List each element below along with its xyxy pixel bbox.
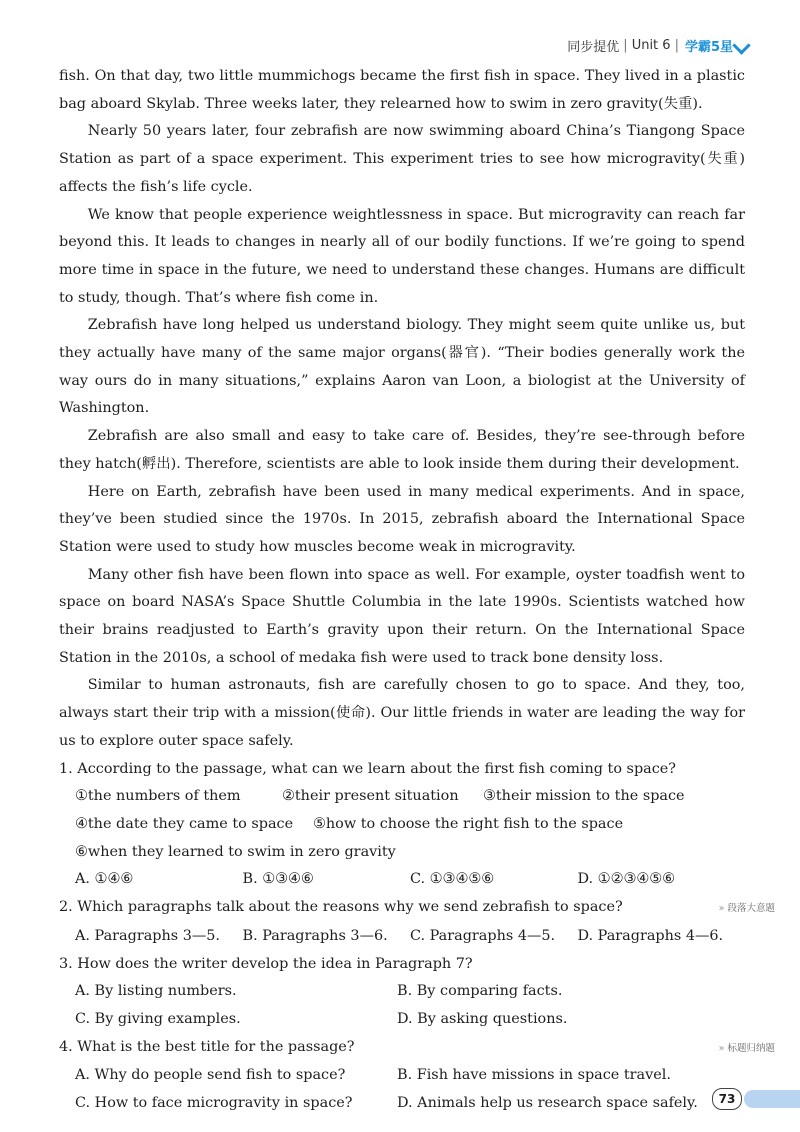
passage-paragraph: Here on Earth, zebrafish have been used in many medical experiments. And in space, they’ve been studied since the 1970s. In 2015, zebrafish aboard the International Space Station were used to study how muscles become weak in microgravity.	[59, 483, 745, 555]
option-a[interactable]: A. Paragraphs 3—5.	[75, 927, 221, 944]
passage-paragraph: Many other fish have been flown into space as well. For example, oyster toadfish went to space on board NASA’s Space Shuttle Columbia in the late 1990s. Scientists watched how their brains readjusted to Earth’s gravity upon their return. On the International Space Station in the 2010s, a school of medaka fish were used to track bone density loss.	[59, 566, 745, 666]
question-4	[59, 1034, 775, 1118]
page-number: 73	[712, 1088, 742, 1110]
option-b[interactable]: B. ①③④⑥	[242, 871, 314, 888]
brand-logo: 学霸5星	[684, 40, 733, 55]
passage-paragraph: Nearly 50 years later, four zebrafish are now swimming aboard China’s Tiangong Space Station as part of a space experiment. This experiment tries to see how microgravity(失重) affects the fish’s life cycle.	[59, 123, 745, 195]
question-items-row	[75, 783, 745, 811]
option-c[interactable]: C. How to face microgravity in space?	[75, 1095, 353, 1112]
passage-paragraph: Zebrafish have long helped us understand biology. They might seem quite unlike us, but they actually have many of the same major organs(器官). “Their bodies generally work the way ours do in many situations,” explains Aaron van Loon, a biologist at the University of Washington.	[59, 317, 745, 417]
option-a[interactable]: A. ①④⑥	[75, 871, 134, 888]
question-stem: 3. How does the writer develop the idea in Paragraph 7?	[59, 955, 473, 972]
answer-options	[75, 923, 745, 951]
answer-options	[75, 866, 745, 894]
option-d[interactable]: D. ①②③④⑤⑥	[577, 871, 676, 888]
header-divider: |	[674, 38, 679, 53]
page-header	[567, 36, 748, 55]
series-label: 同步提优	[567, 40, 620, 55]
question-2	[59, 894, 775, 950]
question-items-row	[75, 811, 745, 839]
passage-paragraph: We know that people experience weightlessness in space. But microgravity can reach far beyond this. It leads to changes in nearly all of our bodily functions. If we’re going to spend more time in space in the future, we need to understand these changes. Humans are difficult to study, though. That’s where fish come in.	[59, 206, 745, 306]
question-3	[59, 951, 745, 1034]
question-stem: 4. What is the best title for the passage?	[59, 1038, 355, 1055]
question-item: ⑤how to choose the right fish to the space	[313, 815, 624, 832]
page-content	[59, 63, 775, 1118]
passage-paragraph: Zebrafish are also small and easy to take care of. Besides, they’re see-through before they hatch(孵出). Therefore, scientists are able to look inside them during their development.	[59, 428, 745, 472]
question-item: ⑥when they learned to swim in zero gravity	[75, 843, 396, 860]
answer-options	[75, 978, 745, 1033]
option-d[interactable]: D. By asking questions.	[397, 1010, 568, 1027]
option-b[interactable]: B. Paragraphs 3—6.	[242, 927, 388, 944]
question-type-tag: » 段落大意题	[719, 895, 775, 923]
answer-options	[75, 1062, 745, 1117]
unit-label: Unit 6	[631, 38, 671, 53]
question-items-row	[75, 839, 745, 867]
page-number-tab	[744, 1090, 800, 1108]
option-b[interactable]: B. By comparing facts.	[397, 983, 563, 1000]
question-type-tag: » 标题归纳题	[719, 1035, 775, 1063]
question-item: ②their present situation	[282, 788, 459, 805]
option-c[interactable]: C. ①③④⑤⑥	[410, 871, 495, 888]
question-item: ①the numbers of them	[75, 788, 241, 805]
option-a[interactable]: A. Why do people send fish to space?	[75, 1067, 346, 1084]
option-c[interactable]: C. Paragraphs 4—5.	[410, 927, 556, 944]
question-stem: 1. According to the passage, what can we learn about the first fish coming to space?	[59, 760, 677, 777]
option-d[interactable]: D. Paragraphs 4—6.	[577, 927, 724, 944]
question-item: ④the date they came to space	[75, 815, 294, 832]
passage-paragraph: fish. On that day, two little mummichogs became the first fish in space. They lived in a plastic bag aboard Skylab. Three weeks later, they relearned how to swim in zero gravity(失重).	[59, 68, 745, 112]
option-b[interactable]: B. Fish have missions in space travel.	[397, 1067, 671, 1084]
option-c[interactable]: C. By giving examples.	[75, 1010, 241, 1027]
option-a[interactable]: A. By listing numbers.	[75, 983, 237, 1000]
option-d[interactable]: D. Animals help us research space safely.	[397, 1095, 698, 1112]
question-stem: 2. Which paragraphs talk about the reasons why we send zebrafish to space?	[59, 899, 623, 916]
brand-star-icon	[732, 36, 750, 54]
passage-paragraph: Similar to human astronauts, fish are carefully chosen to go to space. And they, too, always start their trip with a mission(使命). Our little friends in water are leading the way for us to explore outer space safely.	[59, 677, 745, 749]
question-1	[59, 756, 745, 895]
header-divider: |	[623, 38, 628, 53]
question-item: ③their mission to the space	[483, 788, 685, 805]
